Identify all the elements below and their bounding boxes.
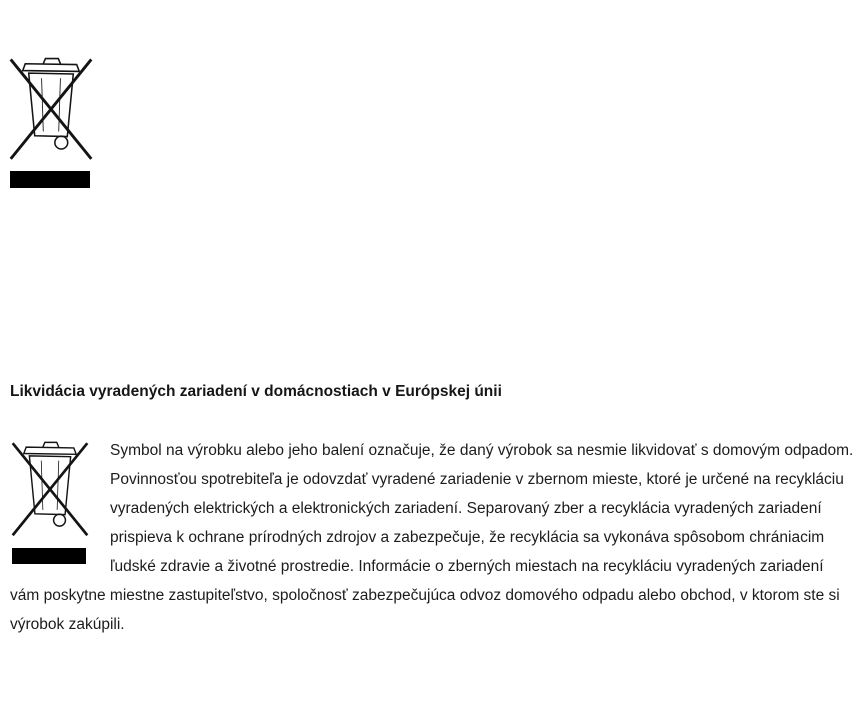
weee-crossed-out-wheeled-bin-icon [8,56,94,164]
section-heading: Likvidácia vyradených zariadení v domácnostiach v Európskej únii [10,383,502,400]
weee-black-bar [12,548,86,564]
body-paragraph: Symbol na výrobku alebo jeho balení označuje, že daný výrobok sa nesmie likvidovať s domovým odpadom. Povinnosťou spotrebiteľa je odovzdať vyradené zariadenie v zbernom mieste, ktoré je určené na recykláciu vyradených elektrických a elektronických zariadení. Separovaný zber a recyklácia vyradených zariadení prispieva k ochrane prírodných zdrojov a zabezpečuje, že recyklácia sa vykonáva spôsobom chrániacim ľudské zdravie a životné prostredie. Informácie o zberných miestach na recykláciu vyradených zariadení vám poskytne miestne zastupiteľstvo, spoločnosť zabezpečujúca odvoz domového odpadu alebo obchod, v ktorom ste si výrobok zakúpili. [10,442,854,633]
recycling-notice-section [10,382,856,639]
weee-symbol-large [8,56,96,188]
body-paragraph-wrap [10,436,856,639]
weee-crossed-out-wheeled-bin-icon [10,440,90,540]
weee-symbol-small [10,440,94,564]
weee-black-bar [10,171,90,188]
